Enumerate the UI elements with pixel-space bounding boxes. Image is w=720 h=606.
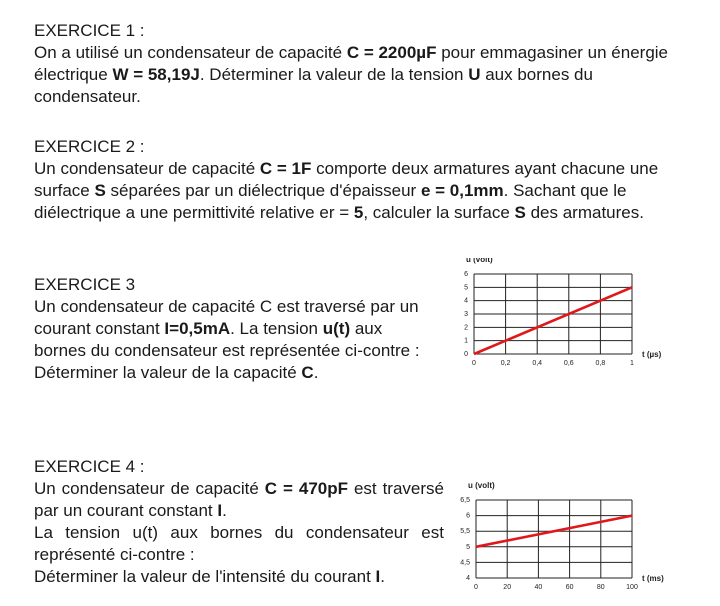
exercise-1-title: EXERCICE 1 : — [34, 21, 145, 40]
exercise-3-title: EXERCICE 3 — [34, 275, 136, 294]
permittivity-value: 5 — [353, 203, 364, 222]
exercise-2-title: EXERCICE 2 : — [34, 137, 145, 156]
current-symbol: I — [375, 567, 381, 586]
x-tick-label: 0,2 — [500, 360, 511, 367]
energy-value: W = 58,19J — [112, 65, 200, 84]
exercise-4-text-part: est traversé par un courant constant — [34, 479, 444, 520]
exercise-2-text-part: séparées par un diélectrique d'épaisseur — [105, 181, 421, 200]
x-tick-label: 0,8 — [595, 360, 606, 367]
y-tick-label: 4 — [466, 575, 470, 582]
exercise-1 — [34, 20, 694, 108]
exercise-3-text-part: . La tension — [230, 319, 323, 338]
y-tick-label: 5 — [466, 543, 470, 551]
capacitance-symbol: C — [301, 363, 314, 382]
y-tick-label: 3 — [464, 311, 468, 318]
exercise-2 — [34, 136, 694, 224]
x-axis-label: t (ms) — [642, 574, 664, 583]
x-tick-label: 0,6 — [563, 360, 574, 367]
exercise-1-text-part: aux bornes du condensateur. — [34, 65, 593, 106]
exercise-4-text-part: Un condensateur de capacité — [34, 479, 265, 498]
y-axis-label: u (volt) — [466, 258, 493, 264]
exercise-1-text-part: On a utilisé un condensateur de capacité — [34, 43, 347, 62]
y-tick-label: 6 — [464, 271, 468, 278]
exercise-4 — [34, 456, 444, 588]
exercise-2-text-part: Un condensateur de capacité — [34, 159, 260, 178]
y-tick-label: 4 — [464, 297, 468, 305]
exercise-1-text-part: pour emmagasiner un énergie électrique — [34, 43, 669, 84]
y-tick-label: 5 — [464, 284, 468, 292]
exercise-3-text-part: . — [313, 363, 319, 382]
capacitance-value: C = 470pF — [264, 479, 348, 498]
exercise-2-text — [34, 158, 694, 224]
voltage-function: u(t) — [322, 319, 351, 338]
x-axis-label: t (µs) — [642, 350, 662, 359]
x-tick-label: 40 — [534, 584, 543, 591]
y-axis-label: u (volt) — [468, 481, 495, 490]
surface-symbol: S — [514, 203, 526, 222]
x-tick-label: 60 — [565, 584, 574, 591]
exercise-4-title: EXERCICE 4 : — [34, 457, 145, 476]
y-tick-label: 4,5 — [460, 559, 470, 567]
exercise-3 — [34, 274, 434, 384]
capacitance-value: C = 2200µF — [346, 43, 437, 62]
y-tick-label: 0 — [464, 351, 468, 358]
current-symbol: I — [217, 501, 223, 520]
y-tick-label: 6 — [466, 512, 470, 520]
y-tick-label: 6,5 — [460, 497, 470, 504]
exercise-2-text-part: . Sachant que le diélectrique a une permittivité relative er = — [34, 181, 627, 222]
voltage-series-line — [474, 287, 632, 354]
x-tick-label: 0,4 — [532, 360, 543, 367]
exercise-1-text-part: . Déterminer la valeur de la tension — [199, 65, 469, 84]
exercise-4-text-part: . La tension u(t) aux bornes du condensateur est représenté ci-contre : Déterminer la valeur de l'intensité du courant — [34, 501, 444, 586]
current-value: I=0,5mA — [164, 319, 231, 338]
surface-symbol: S — [94, 181, 106, 200]
voltage-chart-exercise-3 — [450, 258, 690, 376]
exercise-4-text — [34, 478, 444, 588]
x-tick-label: 20 — [503, 584, 512, 591]
x-tick-label: 100 — [626, 584, 638, 591]
exercise-4-text-part: . — [380, 567, 386, 586]
x-tick-label: 0 — [474, 584, 478, 591]
exercise-1-text — [34, 42, 694, 108]
exercise-3-text — [34, 296, 434, 384]
y-tick-label: 5,5 — [460, 528, 470, 536]
exercise-3-text-part: Un condensateur de capacité C est traversé par un courant constant — [34, 297, 419, 338]
y-tick-label: 2 — [464, 324, 468, 332]
x-tick-label: 1 — [630, 360, 634, 367]
thickness-value: e = 0,1mm — [420, 181, 504, 200]
exercise-2-text-part: comporte deux armatures ayant chacune une surface — [34, 159, 659, 200]
exercise-2-text-part: , calculer la surface — [363, 203, 515, 222]
exercise-2-text-part: des armatures. — [525, 203, 644, 222]
capacitance-value: C = 1F — [259, 159, 312, 178]
x-tick-label: 80 — [596, 584, 605, 591]
x-tick-label: 0 — [472, 360, 476, 367]
voltage-chart-exercise-4 — [450, 480, 690, 600]
y-tick-label: 1 — [464, 337, 468, 345]
exercise-3-text-part: aux bornes du condensateur est représentée ci-contre : Déterminer la valeur de la capacité — [34, 319, 420, 382]
voltage-symbol: U — [468, 65, 481, 84]
